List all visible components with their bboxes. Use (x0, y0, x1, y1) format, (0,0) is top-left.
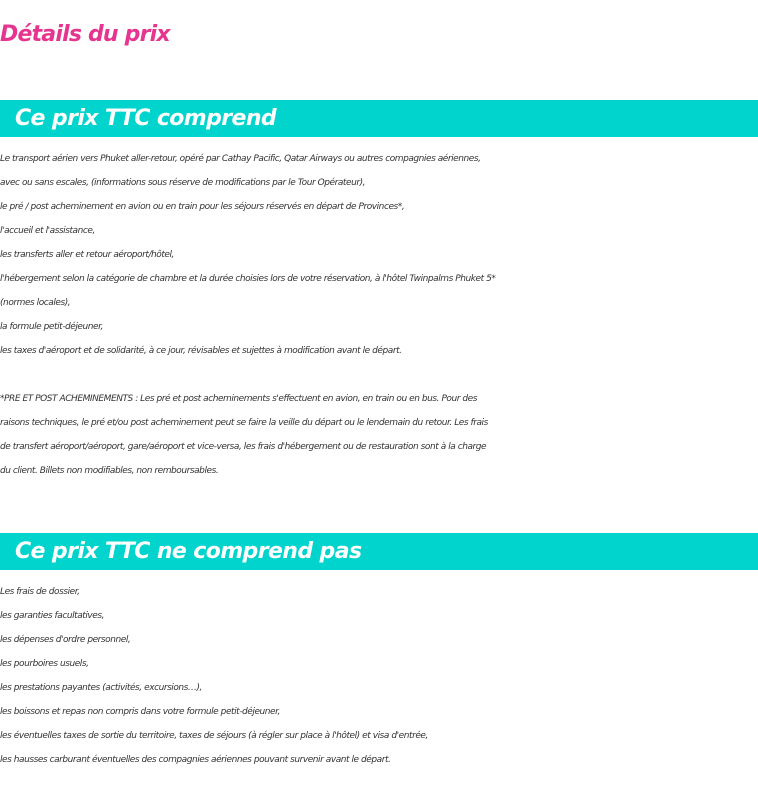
acheminement-note-line: de transfert aéroport/aéroport, gare/aéroport et vice-versa, les frais d'hébergement ou de restauration sont à la charge (0, 442, 487, 452)
acheminement-note-line: *PRE ET POST ACHEMINEMENTS : Les pré et post acheminements s'effectuent en avion, en train ou en bus. Pour des (0, 394, 477, 404)
acheminement-note-line: raisons techniques, le pré et/ou post acheminement peut se faire la veille du départ ou le lendemain du retour. Les frais (0, 418, 488, 428)
included-item: Le transport aérien vers Phuket aller-retour, opéré par Cathay Pacific, Qatar Airways ou autres compagnies aériennes, (0, 154, 481, 164)
included-item: avec ou sans escales, (informations sous réserve de modifications par le Tour Opérateur), (0, 178, 366, 188)
acheminement-note-line: du client. Billets non modifiables, non remboursables. (0, 466, 219, 476)
included-item: les transferts aller et retour aéroport/hôtel, (0, 250, 174, 260)
excluded-list (0, 580, 758, 772)
page-title: Détails du prix (0, 22, 170, 47)
section-header-included: Ce prix TTC comprend (0, 100, 758, 137)
included-item: (normes locales), (0, 298, 71, 308)
included-list (0, 147, 758, 483)
excluded-item: les prestations payantes (activités, excursions…), (0, 683, 202, 693)
included-item: la formule petit-déjeuner, (0, 322, 103, 332)
included-item: l'accueil et l'assistance, (0, 226, 95, 236)
included-item: les taxes d'aéroport et de solidarité, à ce jour, révisables et sujettes à modification avant le départ. (0, 346, 402, 356)
section-header-excluded: Ce prix TTC ne comprend pas (0, 533, 758, 570)
included-item: le pré / post acheminement en avion ou en train pour les séjours réservés en départ de Provinces*, (0, 202, 405, 212)
excluded-item: les pourboires usuels, (0, 659, 89, 669)
excluded-item: Les frais de dossier, (0, 587, 80, 597)
included-item: l'hébergement selon la catégorie de chambre et la durée choisies lors de votre réservation, à l'hôtel Twinpalms Phuket 5* (0, 274, 496, 284)
excluded-item: les boissons et repas non compris dans votre formule petit-déjeuner, (0, 707, 280, 717)
excluded-item: les garanties facultatives, (0, 611, 105, 621)
excluded-item: les dépenses d'ordre personnel, (0, 635, 131, 645)
excluded-item: les éventuelles taxes de sortie du territoire, taxes de séjours (à régler sur place à l'hôtel) et visa d'entrée, (0, 731, 428, 741)
excluded-item: les hausses carburant éventuelles des compagnies aériennes pouvant survenir avant le départ. (0, 755, 391, 765)
paragraph-spacer (0, 363, 758, 387)
